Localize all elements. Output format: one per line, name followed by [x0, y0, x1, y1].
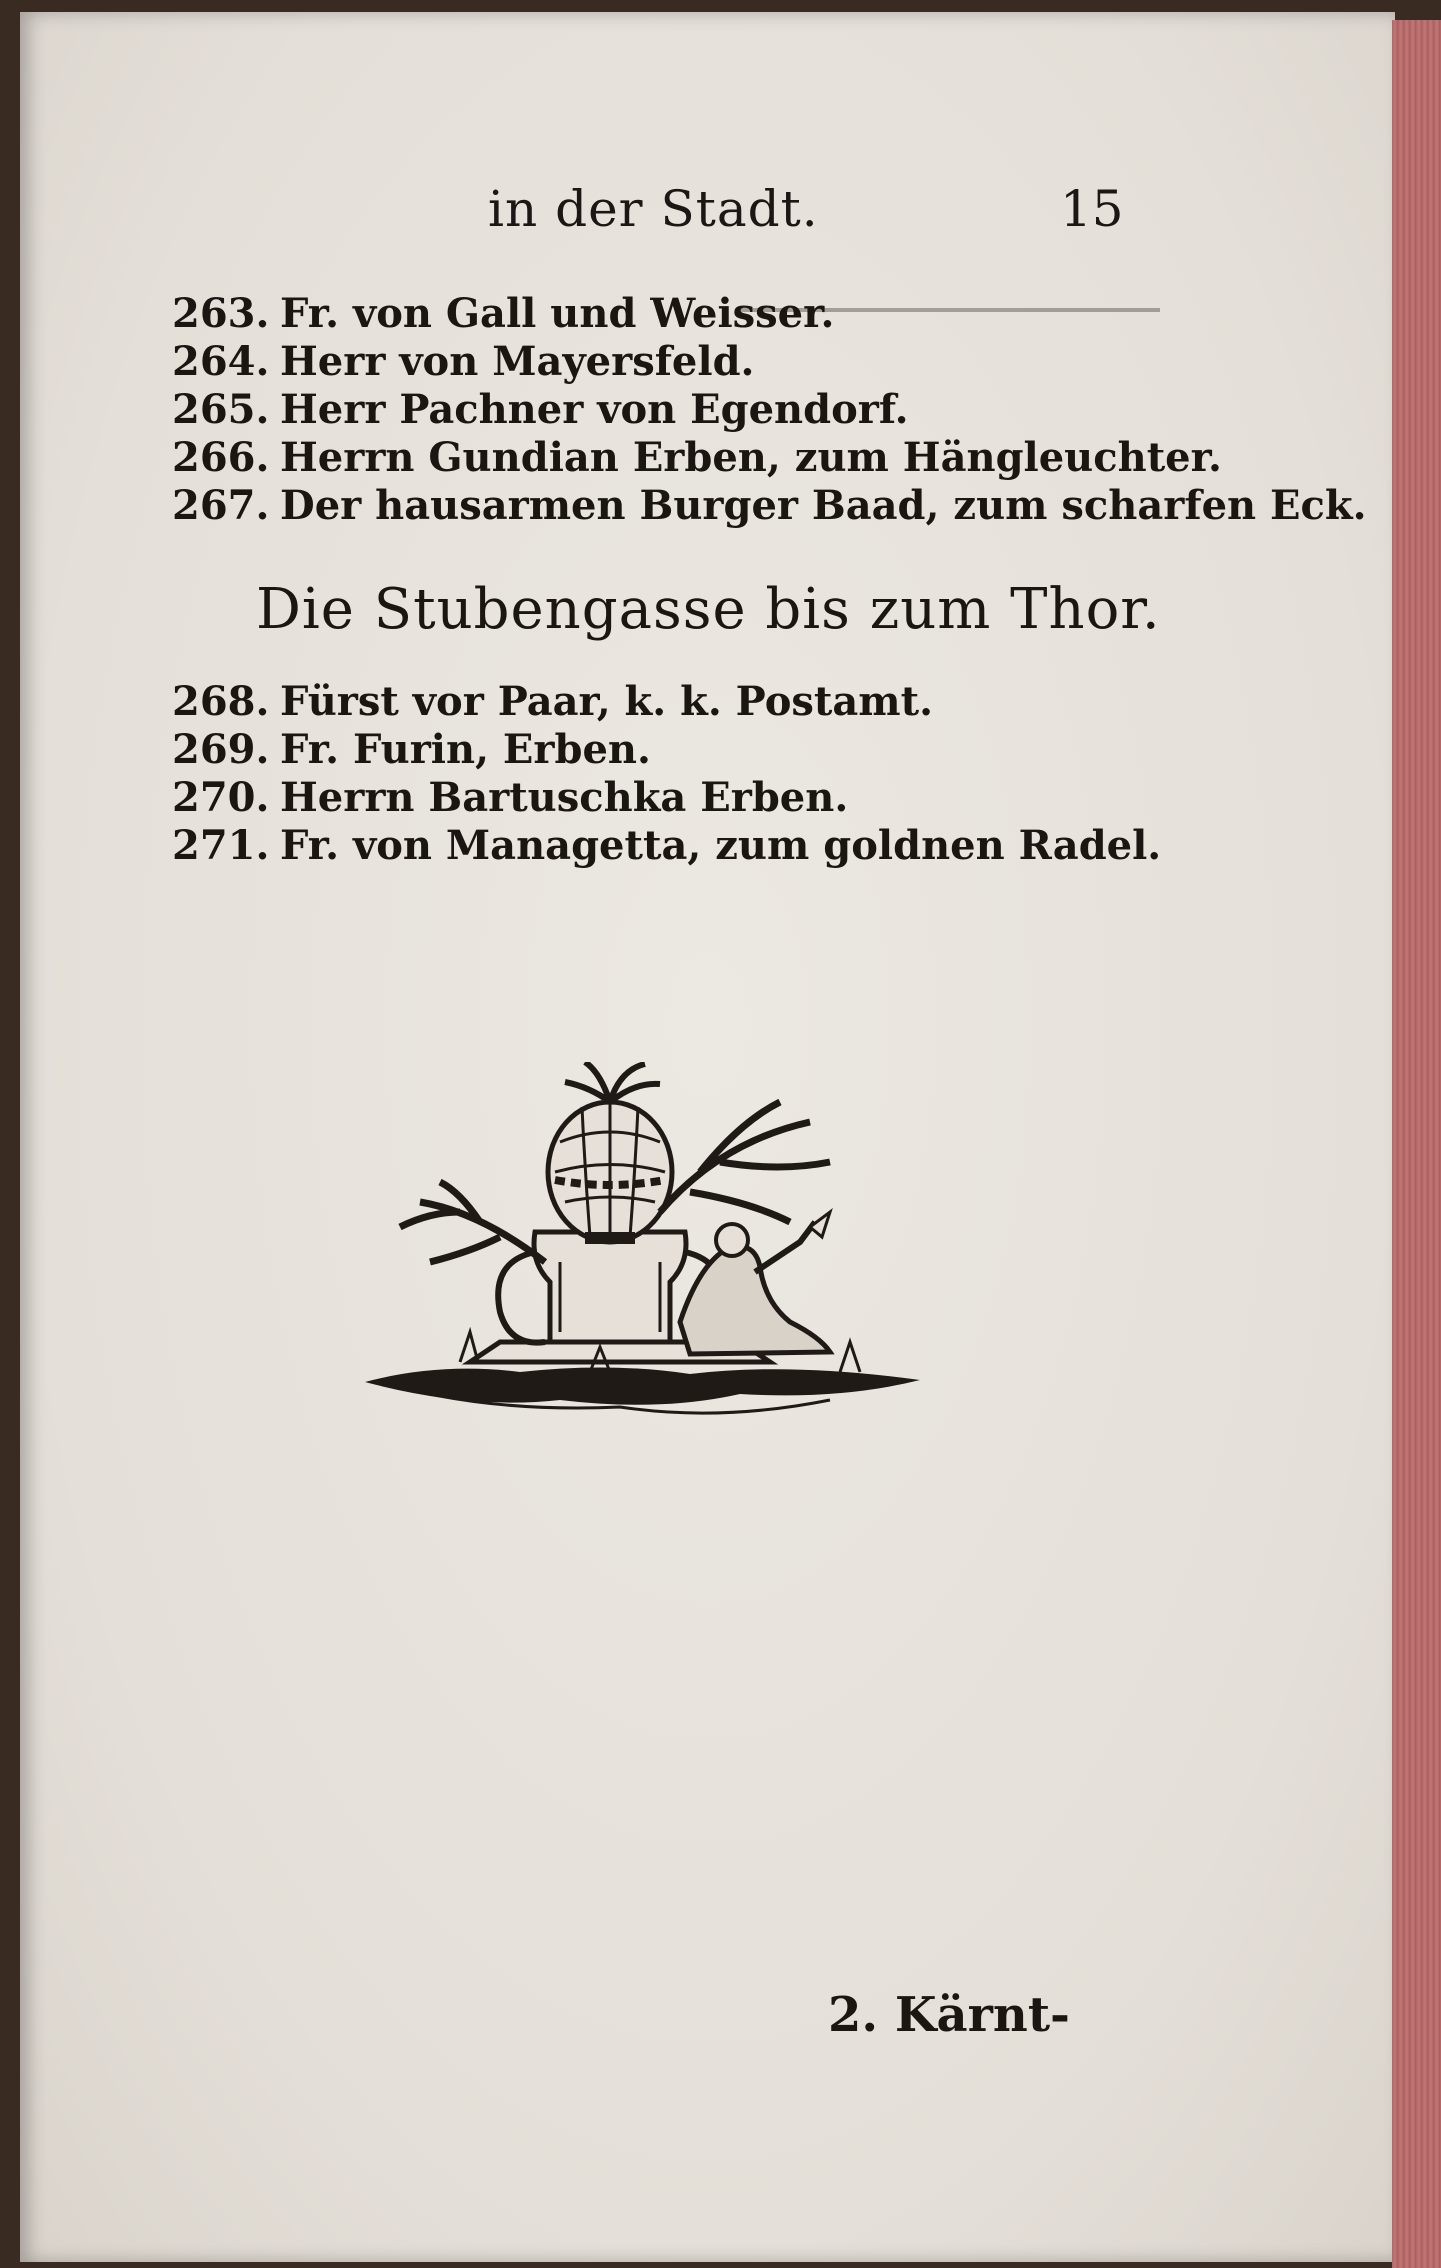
entry-text: Herrn Gundian Erben, zum Hängleuchter.	[280, 434, 1222, 481]
entry-text: Fr. von Gall und Weisser.	[280, 290, 835, 337]
entry-number: 265.	[172, 386, 270, 433]
entry-text: Herrn Bartuschka Erben.	[280, 774, 849, 821]
section-heading: Die Stubengasse bis zum Thor.	[256, 577, 1161, 642]
running-head	[20, 180, 1395, 250]
entry-number: 267.	[172, 482, 270, 529]
show-through-text	[180, 602, 195, 656]
book-page	[20, 12, 1395, 2262]
list-item	[172, 482, 1367, 538]
entry-number: 263.	[172, 290, 270, 337]
entry-text: Fr. Furin, Erben.	[280, 726, 651, 773]
entry-number: 268.	[172, 678, 270, 725]
catchword: 2. Kärnt-	[828, 1987, 1070, 2043]
entry-text: Der hausarmen Burger Baad, zum scharfen Eck.	[280, 482, 1367, 529]
entry-number: 269.	[172, 726, 270, 773]
page-title: in der Stadt.	[488, 180, 819, 238]
entry-number: 270.	[172, 774, 270, 821]
entry-text: Herr von Mayersfeld.	[280, 338, 755, 385]
entry-number: 271.	[172, 822, 270, 869]
entry-number: 266.	[172, 434, 270, 481]
entry-text: Herr Pachner von Egendorf.	[280, 386, 909, 433]
page-edge	[1392, 20, 1441, 2268]
page-number: 15	[1060, 180, 1124, 238]
list-item	[172, 822, 1161, 878]
woodcut-ornament-icon	[360, 1062, 930, 1452]
entry-text: Fürst vor Paar, k. k. Postamt.	[280, 678, 934, 725]
entry-text: Fr. von Managetta, zum goldnen Radel.	[280, 822, 1162, 869]
entry-number: 264.	[172, 338, 270, 385]
